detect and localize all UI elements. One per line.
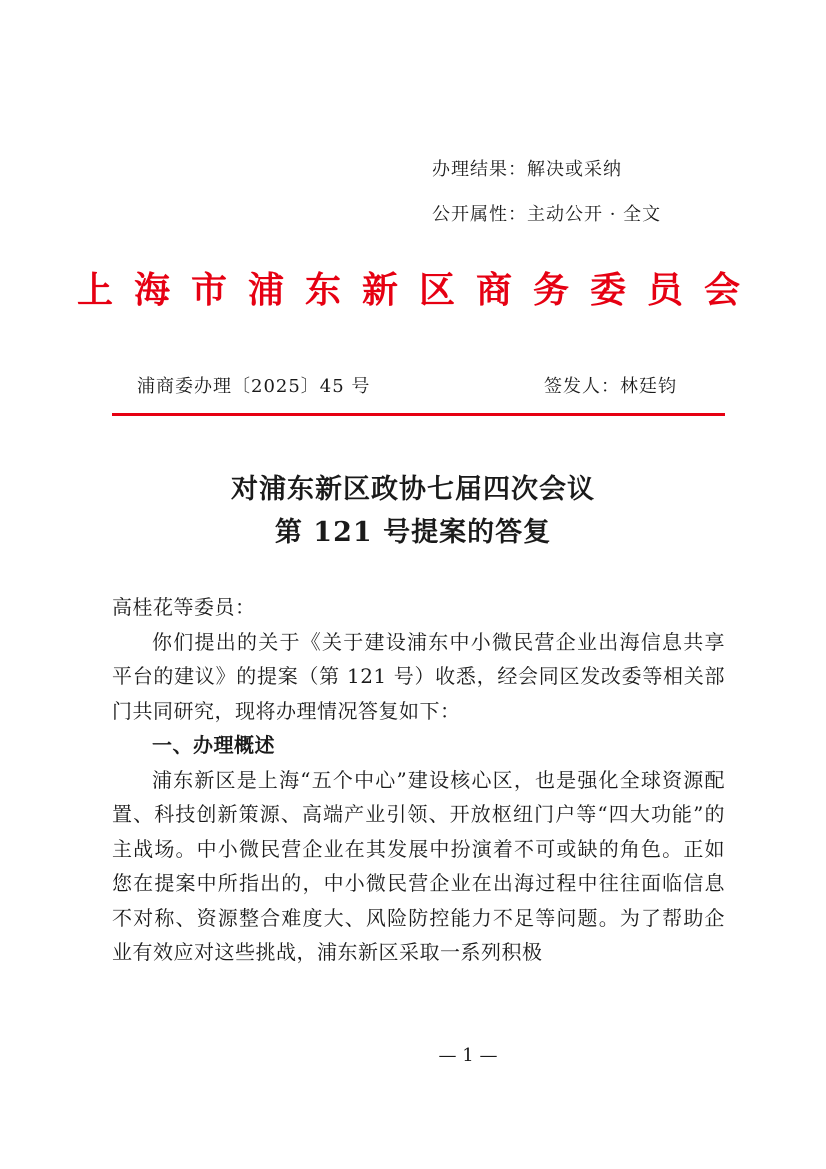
- handling-result: 办理结果：解决或采纳: [432, 159, 622, 180]
- document-title-line-2: 第 121 号提案的答复: [274, 517, 552, 548]
- signer: 签发人：林廷钧: [544, 376, 677, 397]
- document-number: 浦商委办理〔2025〕45 号: [137, 376, 371, 397]
- section-heading: 一、办理概述: [152, 733, 275, 757]
- organization-header: 上海市浦东新区商务委员会: [76, 269, 761, 311]
- page-number: — 1 —: [438, 1045, 498, 1066]
- document-title-line-1: 对浦东新区政协七届四次会议: [231, 474, 595, 505]
- disclosure-attribute: 公开属性：主动公开 · 全文: [432, 204, 662, 225]
- red-divider-line: [112, 413, 725, 416]
- intro-paragraph: 你们提出的关于《关于建设浦东中小微民营企业出海信息共享平台的建议》的提案（第 121 号）收悉，经会同区发改委等相关部门共同研究，现将办理情况答复如下：: [112, 629, 725, 723]
- section-paragraph: 浦东新区是上海“五个中心”建设核心区，也是强化全球资源配置、科技创新策源、高端产业引领、开放枢纽门户等“四大功能”的主战场。中小微民营企业在其发展中扮演着不可或缺的角色。正如您在提案中所指出的，中小微民营企业在出海过程中往往面临信息不对称、资源整合难度大、风险防控能力不足等问题。为了帮助企业有效应对这些挑战，浦东新区采取一系列积极: [112, 767, 725, 964]
- document-body: [112, 590, 725, 970]
- salutation: 高桂花等委员：: [112, 595, 256, 619]
